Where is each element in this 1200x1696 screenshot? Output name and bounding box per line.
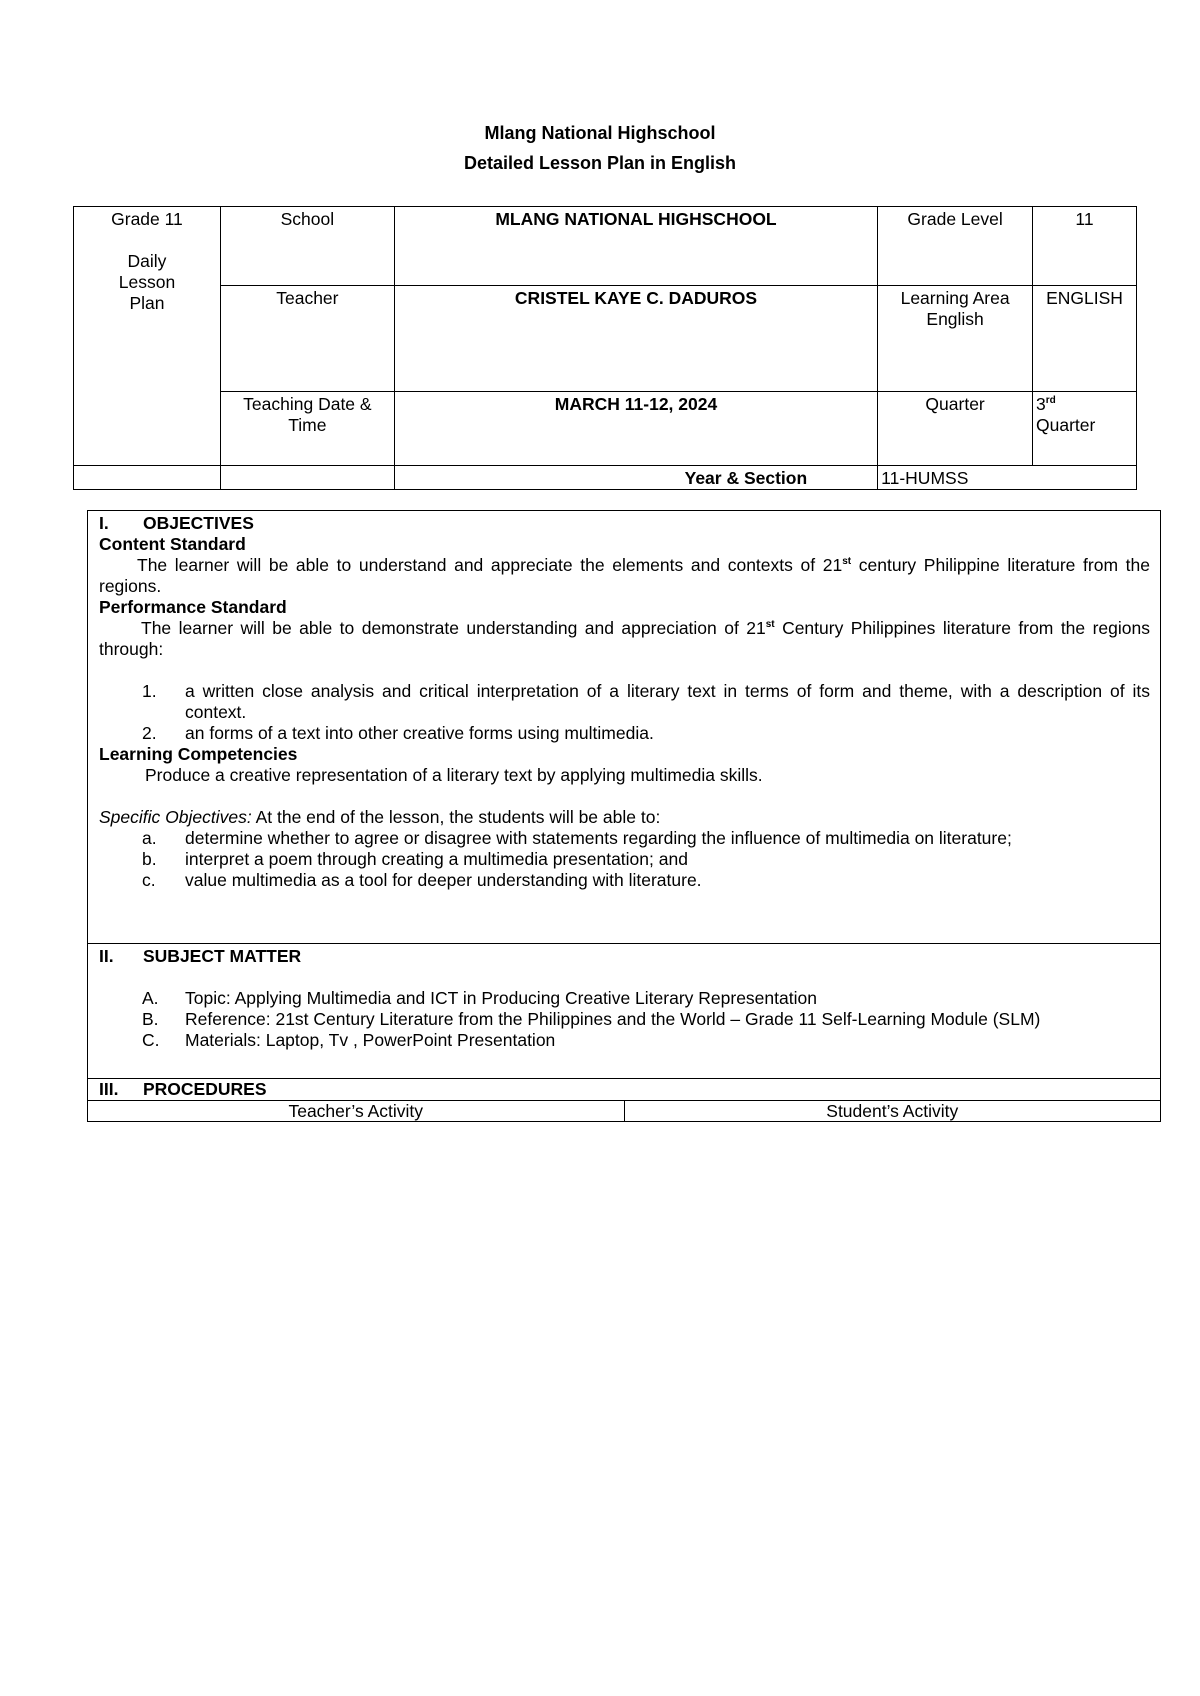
lesson-info-table — [73, 206, 1137, 490]
teaching-date-label: Teaching Date & Time — [220, 392, 394, 466]
year-section-value: 11-HUMSS — [878, 466, 1137, 490]
subject-matter-heading: II. SUBJECT MATTER — [99, 946, 302, 966]
lesson-type-cell — [74, 207, 221, 466]
grade-level-value: 11 — [1033, 207, 1137, 286]
school-heading: Mlang National Highschool — [484, 123, 716, 143]
quarter-word: Quarter — [1036, 415, 1096, 435]
lesson-body — [87, 510, 1161, 1122]
list-item: C. Materials: Laptop, Tv , PowerPoint Presentation — [142, 1030, 556, 1050]
competencies-text: Produce a creative representation of a literary text by applying multimedia skills. — [145, 765, 763, 785]
content-standard-text: The learner will be able to understand and appreciate the elements and contexts of 21st century Philippine literature from the regions. — [99, 555, 1151, 596]
lesson-type-label: Daily Lesson Plan — [118, 251, 176, 313]
student-activity-header: Student’s Activity — [826, 1101, 959, 1121]
list-item: 1. a written close analysis and critical interpretation of a literary text in terms of form and theme, with a description of its context. — [142, 681, 1150, 722]
quarter-suffix: rd — [1045, 395, 1056, 407]
subject-matter-section — [88, 944, 1160, 1079]
teacher-activity-header: Teacher’s Activity — [88, 1101, 624, 1121]
performance-standard-text: The learner will be able to demonstrate understanding and appreciation of 21st Century Philippines literature from the regions through: — [99, 618, 1150, 659]
procedures-heading: III. PROCEDURES — [99, 1079, 267, 1099]
learning-area-label: Learning Area English — [878, 286, 1033, 392]
performance-standard-label: Performance Standard — [99, 597, 287, 617]
quarter-number: 3 — [1036, 394, 1046, 414]
activity-table — [88, 1101, 1160, 1121]
empty-cell — [220, 466, 394, 490]
teacher-label: Teacher — [220, 286, 394, 392]
grade-level-label: Grade Level — [878, 207, 1033, 286]
list-item: B. Reference: 21st Century Literature from the Philippines and the World – Grade 11 Self-Learning Module (SLM) — [142, 1009, 1041, 1029]
quarter-value — [1033, 392, 1137, 466]
list-item: a. determine whether to agree or disagree with statements regarding the influence of multimedia on literature; — [142, 828, 1012, 848]
procedures-section — [88, 1079, 1160, 1101]
teacher-value: CRISTEL KAYE C. DADUROS — [394, 286, 877, 392]
quarter-label: Quarter — [878, 392, 1033, 466]
list-item: b. interpret a poem through creating a multimedia presentation; and — [142, 849, 688, 869]
list-item: A. Topic: Applying Multimedia and ICT in Producing Creative Literary Representation — [142, 988, 817, 1008]
learning-area-value: ENGLISH — [1033, 286, 1137, 392]
specific-objectives-intro: Specific Objectives: At the end of the lesson, the students will be able to: — [99, 807, 661, 827]
school-value: MLANG NATIONAL HIGHSCHOOL — [394, 207, 877, 286]
year-section-label: Year & Section — [394, 466, 877, 490]
competencies-label: Learning Competencies — [99, 744, 298, 764]
objectives-heading: I. OBJECTIVES — [99, 513, 254, 533]
list-item: 2. an forms of a text into other creative forms using multimedia. — [142, 723, 654, 743]
document-title: Detailed Lesson Plan in English — [463, 153, 737, 173]
teaching-date-value: MARCH 11-12, 2024 — [394, 392, 877, 466]
empty-cell — [74, 466, 221, 490]
content-standard-label: Content Standard — [99, 534, 246, 554]
school-label: School — [220, 207, 394, 286]
list-item: c. value multimedia as a tool for deeper understanding with literature. — [142, 870, 702, 890]
grade-label: Grade 11 — [111, 209, 183, 229]
objectives-section — [88, 511, 1160, 944]
